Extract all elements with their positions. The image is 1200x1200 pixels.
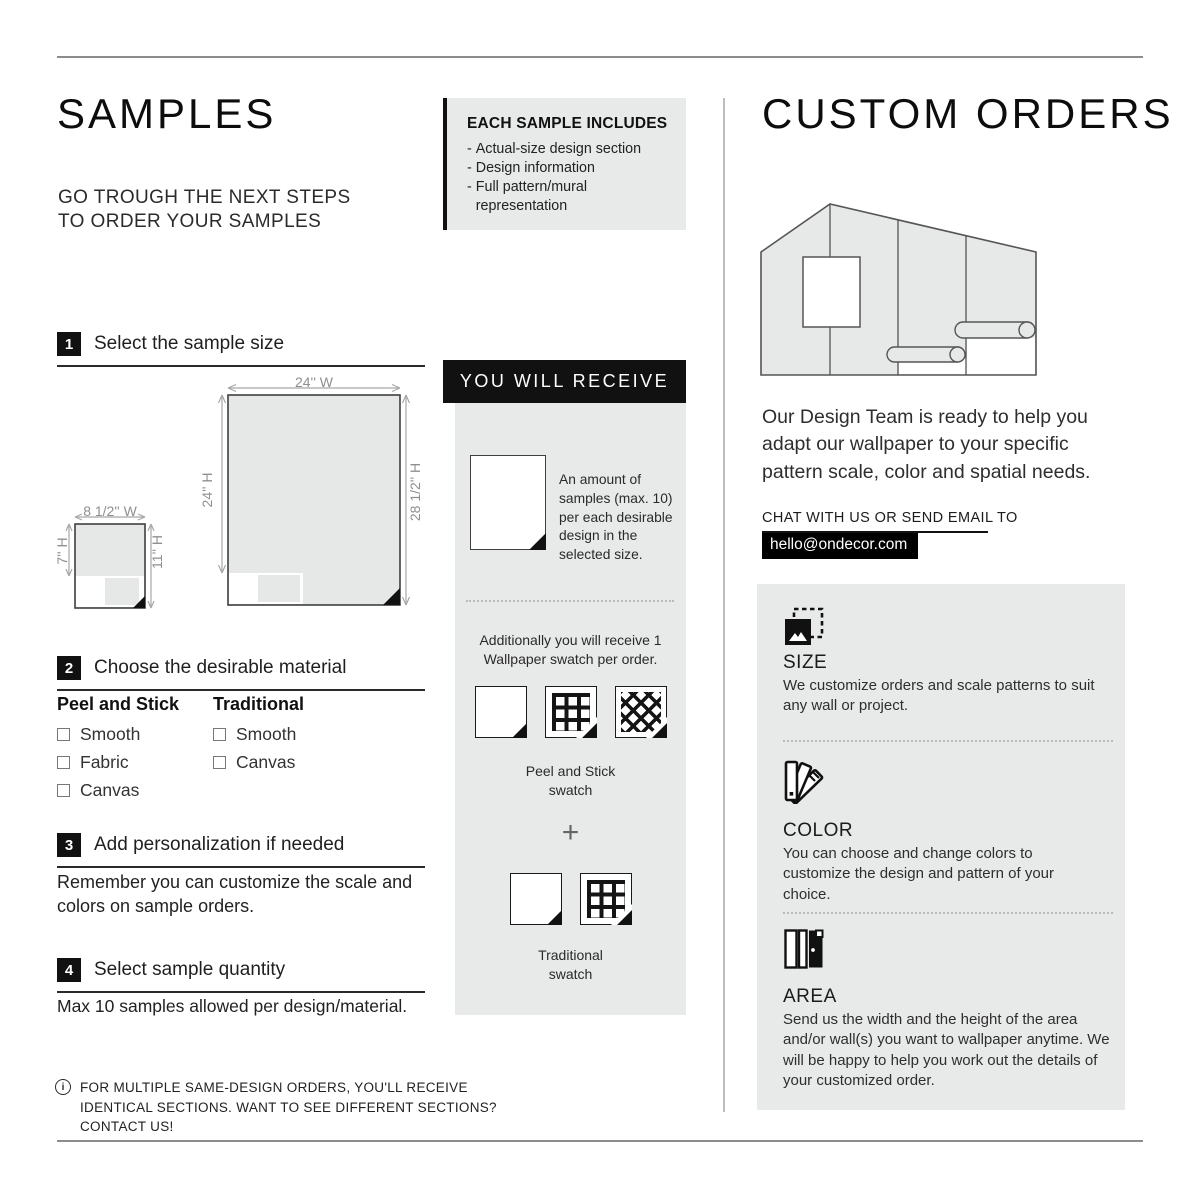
area-wall-panels-icon: [783, 928, 825, 970]
large-sheet-right-height-label: 28 1/2'' H: [407, 462, 423, 522]
footnote-text: FOR MULTIPLE SAME-DESIGN ORDERS, YOU'LL RECEIVE IDENTICAL SECTIONS. WANT TO SEE DIFFERENT SECTIONS? CONTACT US!: [80, 1080, 497, 1135]
checkbox[interactable]: [213, 728, 226, 741]
email-link[interactable]: hello@ondecor.com: [762, 533, 918, 559]
traditional-swatch-label: Traditional swatch: [538, 947, 603, 982]
step-3-heading: 3 Add personalization if needed: [57, 833, 425, 868]
step-2-heading: 2 Choose the desirable material: [57, 656, 425, 691]
checkbox[interactable]: [213, 756, 226, 769]
fold-corner: [529, 533, 546, 550]
blank-swatch-icon: [475, 686, 527, 738]
blank-swatch-icon: [510, 873, 562, 925]
samples-intro: GO TROUGH THE NEXT STEPS TO ORDER YOUR SAMPLES: [58, 187, 351, 233]
small-sheet-width-label: 8 1/2'' W: [83, 503, 137, 519]
color-swatch-fan-icon: [783, 760, 829, 804]
material-option-traditional-smooth[interactable]: Smooth: [213, 724, 304, 745]
checkbox[interactable]: [57, 756, 70, 769]
size-body: We customize orders and scale patterns to suit any wall or project.: [783, 677, 1095, 715]
step-4-heading: 4 Select sample quantity: [57, 958, 425, 993]
fold-corner: [547, 910, 562, 925]
wallpaper-wall-diagram: [758, 192, 1038, 378]
fold-corner: [582, 723, 597, 738]
footnote: [55, 1078, 542, 1137]
each-sample-includes-box: [443, 98, 686, 230]
small-sheet-right-height-label: 11'' H: [149, 535, 165, 569]
checkbox[interactable]: [57, 728, 70, 741]
material-column-peel: [57, 694, 179, 808]
traditional-swatch-row: [455, 873, 686, 925]
custom-orders-title: CUSTOM ORDERS: [762, 90, 1174, 137]
step-4-number: 4: [57, 958, 81, 982]
chat-label: CHAT WITH US OR SEND EMAIL TO: [762, 510, 1018, 526]
size-heading: SIZE: [783, 652, 828, 673]
dotted-divider: [783, 912, 1113, 914]
sample-size-diagram: [57, 370, 430, 618]
large-sheet-width-label: 24'' W: [294, 374, 334, 390]
includes-item: - Design information: [467, 160, 595, 177]
material-option-peel-smooth[interactable]: Smooth: [57, 724, 179, 745]
material-option-peel-fabric[interactable]: Fabric: [57, 752, 179, 773]
sample-sheet-icon: [470, 455, 546, 550]
fold-corner: [652, 723, 667, 738]
samples-amount-block: [470, 455, 685, 565]
you-will-receive-panel: [455, 403, 686, 1015]
personalization-note: Remember you can customize the scale and colors on sample orders.: [57, 872, 413, 917]
color-body: You can choose and change colors to customize the design and pattern of your choice.: [783, 845, 1054, 903]
size-resize-image-icon: [783, 606, 825, 648]
small-sheet-left-height-label: 7'' H: [54, 537, 70, 565]
area-heading: AREA: [783, 986, 837, 1007]
material-column-traditional: [213, 694, 304, 780]
dotted-divider: [783, 740, 1113, 742]
you-will-receive-header: YOU WILL RECEIVE: [443, 360, 686, 403]
step-1-number: 1: [57, 332, 81, 356]
includes-title: EACH SAMPLE INCLUDES: [467, 115, 668, 132]
includes-item: - Full pattern/mural representation: [467, 179, 588, 215]
step-2-number: 2: [57, 656, 81, 680]
crosshatch-pattern-swatch-icon: [615, 686, 667, 738]
samples-title: SAMPLES: [57, 90, 277, 137]
includes-item: - Actual-size design section: [467, 141, 642, 157]
samples-amount-text: An amount of samples (max. 10) per each desirable design in the selected size.: [559, 472, 673, 562]
fold-corner: [512, 723, 527, 738]
area-body: Send us the width and the height of the area and/or wall(s) you want to wallpaper anytime. We will be happy to help you work out the details of your customized order.: [783, 1011, 1110, 1090]
color-heading: COLOR: [783, 820, 854, 841]
step-1-heading: 1 Select the sample size: [57, 332, 425, 367]
traditional-title: Traditional: [213, 694, 305, 714]
material-option-traditional-canvas[interactable]: Canvas: [213, 752, 304, 773]
plus-sign: +: [561, 816, 580, 849]
checkbox[interactable]: [57, 784, 70, 797]
grid-pattern-swatch-icon: [545, 686, 597, 738]
peel-and-stick-title: Peel and Stick: [57, 694, 180, 714]
grid-pattern-swatch-icon: [580, 873, 632, 925]
fold-corner: [617, 910, 632, 925]
top-rule: [57, 56, 1143, 58]
peel-swatch-label: Peel and Stick swatch: [525, 763, 616, 798]
info-icon: i: [55, 1079, 71, 1095]
custom-features-panel: [757, 584, 1125, 1110]
column-divider: [723, 98, 725, 1112]
dotted-divider: [466, 600, 674, 602]
bottom-rule: [57, 1140, 1143, 1142]
custom-orders-intro: Our Design Team is ready to help you adapt our wallpaper to your specific pattern scale, color and spatial needs.: [762, 406, 1091, 483]
additional-swatch-text: Additionally you will receive 1 Wallpaper swatch per order.: [479, 632, 662, 667]
material-option-peel-canvas[interactable]: Canvas: [57, 780, 179, 801]
quantity-note: Max 10 samples allowed per design/material.: [57, 996, 408, 1016]
step-3-number: 3: [57, 833, 81, 857]
large-sheet-left-height-label: 24'' H: [199, 472, 215, 508]
peel-swatch-row: [455, 686, 686, 738]
